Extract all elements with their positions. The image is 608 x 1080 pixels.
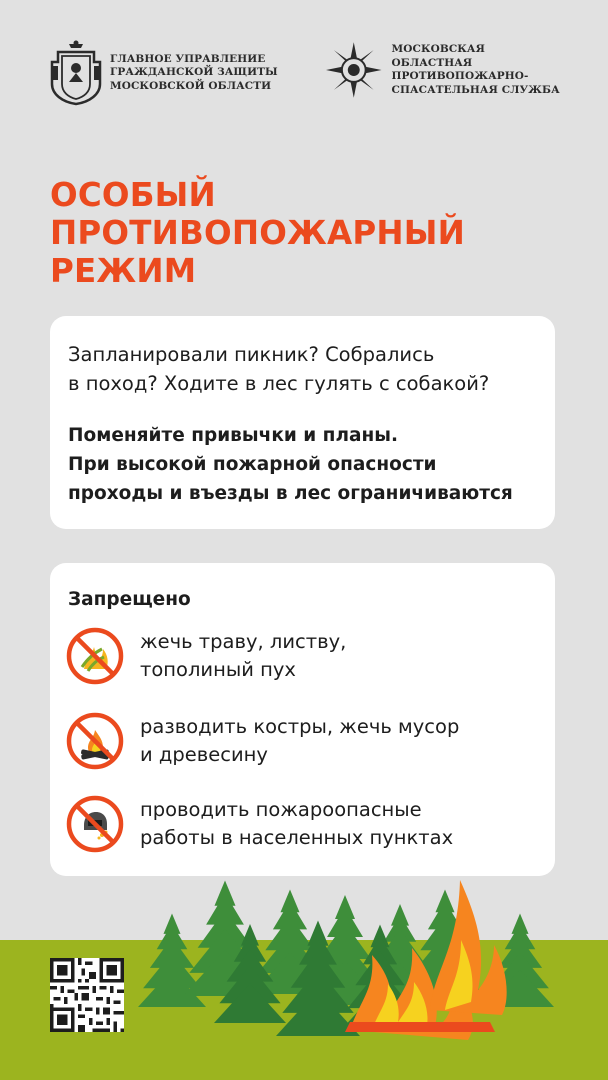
intro-warning: Поменяйте привычки и планы. При высокой пожарной опасности проходы и въезды в лес ограничиваются <box>68 425 513 504</box>
forbidden-item-text: разводить костры, жечь мусор и древесину <box>140 715 460 766</box>
org-left-name: ГЛАВНОЕ УПРАВЛЕНИЕ ГРАЖДАНСКОЙ ЗАЩИТЫ МОСКОВСКОЙ ОБЛАСТИ <box>110 52 278 92</box>
intro-question: Запланировали пикник? Собрались в поход? Ходите в лес гулять с собакой? <box>68 343 490 395</box>
forbidden-item-text: проводить пожароопасные работы в населенных пунктах <box>140 798 454 849</box>
org-right-name: МОСКОВСКАЯ ОБЛАСТНАЯ ПРОТИВОПОЖАРНО- СПАСАТЕЛЬНАЯ СЛУЖБА <box>391 43 560 96</box>
forbidden-title: Запрещено <box>68 589 191 610</box>
page-title: ОСОБЫЙ ПРОТИВОПОЖАРНЫЙ РЕЖИМ <box>50 176 466 290</box>
qr-code-icon[interactable] <box>50 958 124 1032</box>
forbidden-item-text: жечь траву, листву, тополиный пух <box>140 630 347 681</box>
